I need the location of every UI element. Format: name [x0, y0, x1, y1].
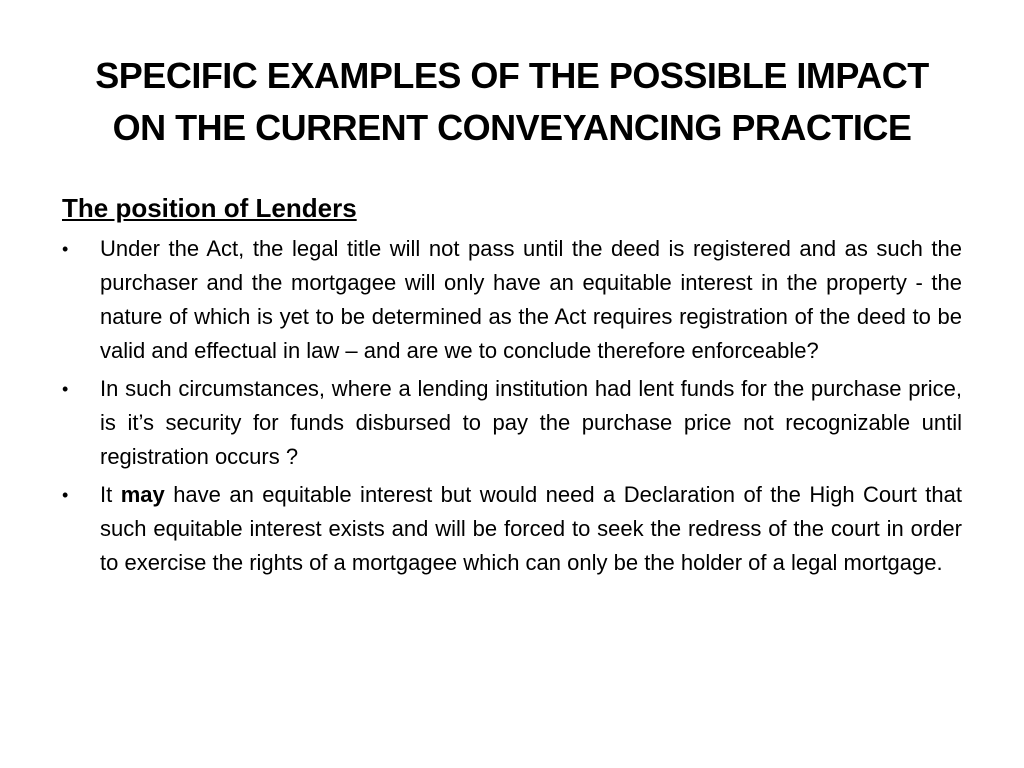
section-heading: The position of Lenders: [62, 193, 357, 223]
slide-content: [62, 190, 962, 584]
slide-title-line-2: ON THE CURRENT CONVEYANCING PRACTICE: [112, 107, 912, 148]
bullet-icon: •: [62, 485, 69, 505]
bullet-list: [62, 232, 962, 580]
bullet-icon: •: [62, 239, 69, 259]
bullet-text-emphasis: may: [120, 482, 165, 507]
slide-title: [40, 50, 984, 154]
bullet-text: Under the Act, the legal title will not pass until the deed is registered and as such the purchaser and the mortgagee will only have an equitable interest in the property - the nature of which is yet to be determined as the Act requires registration of the deed to be valid and effectual in law – and are we to conclude therefore enforceable?: [100, 236, 962, 363]
slide-title-line-1: SPECIFIC EXAMPLES OF THE POSSIBLE IMPACT: [95, 55, 929, 96]
bullet-text-prefix: It: [100, 482, 121, 507]
bullet-text: In such circumstances, where a lending institution had lent funds for the purchase price, is it’s security for funds disbursed to pay the purchase price not recognizable until registration occurs ?: [100, 376, 962, 469]
bullet-item-2: [62, 372, 962, 474]
bullet-text: have an equitable interest but would need a Declaration of the High Court that such equitable interest exists and will be forced to seek the redress of the court in order to exercise the rights of a mortgagee which can only be the holder of a legal mortgage.: [100, 482, 962, 575]
bullet-icon: •: [62, 379, 69, 399]
bullet-item-1: [62, 232, 962, 368]
bullet-item-3: [62, 478, 962, 580]
